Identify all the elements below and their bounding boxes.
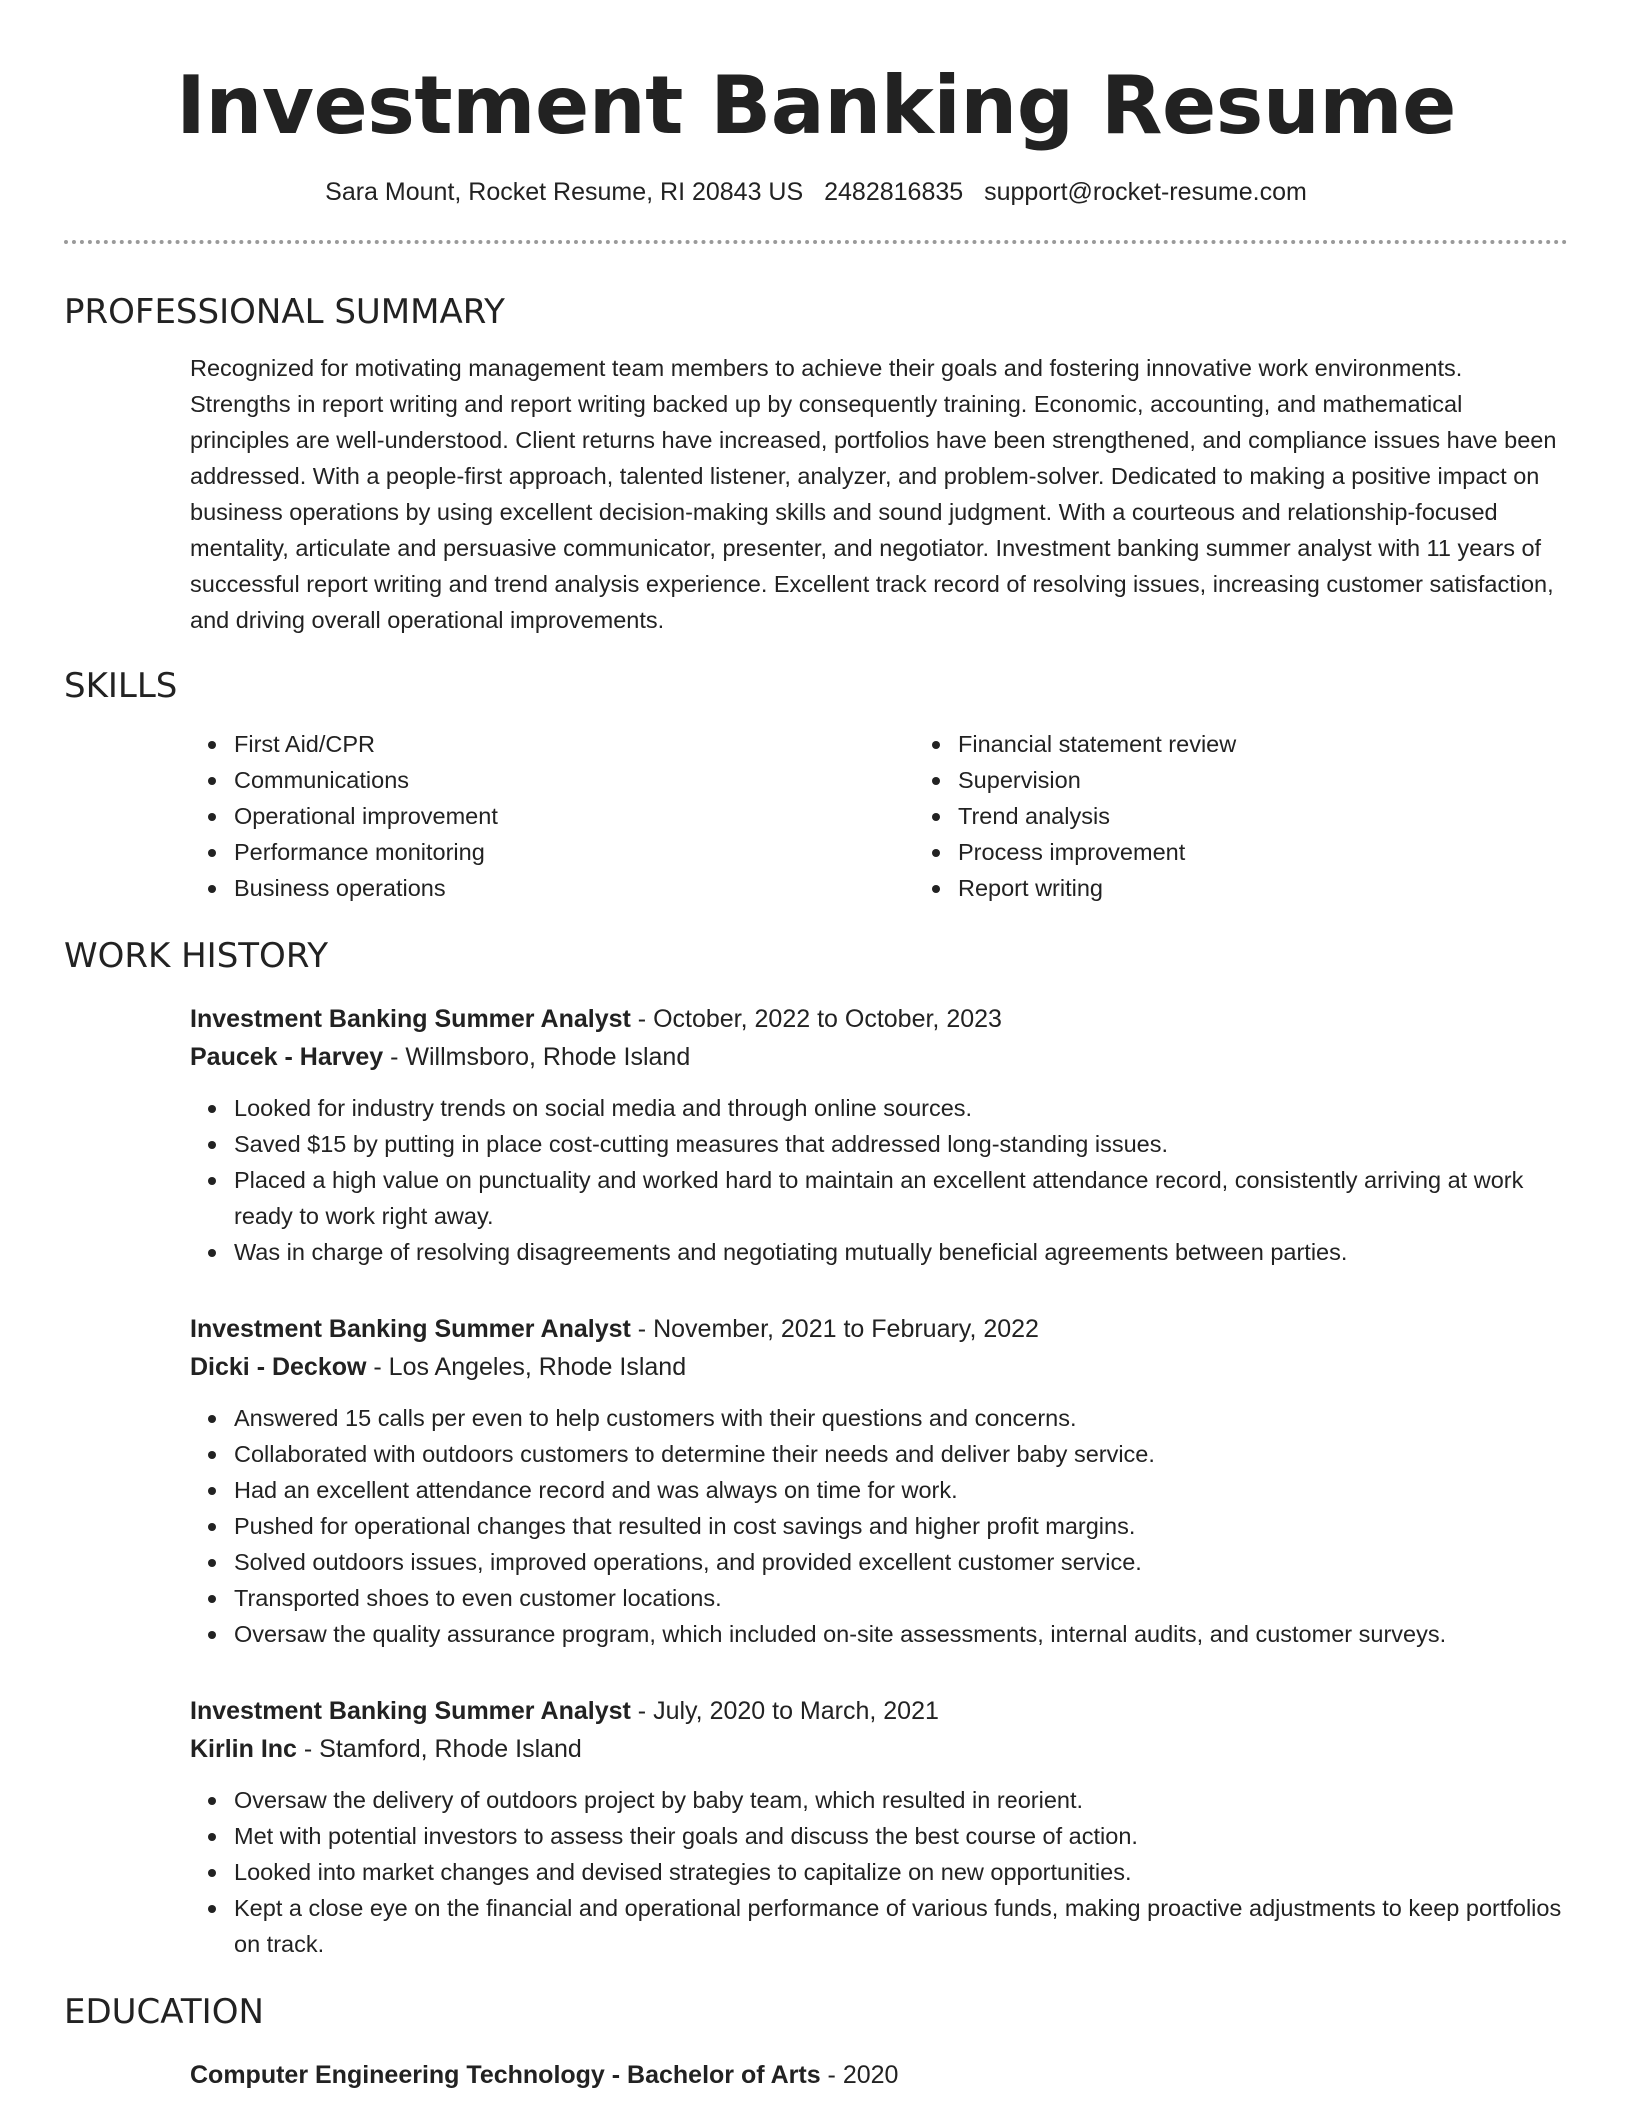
job-dates: - October, 2022 to October, 2023 [630,1005,1002,1033]
job-location: - Los Angeles, Rhode Island [366,1353,687,1381]
job-bullet: Placed a high value on punctuality and worked hard to maintain an excellent attendance record, consistently arriving at work ready to work right away. [234,1162,1568,1234]
job-title-line [190,1310,1568,1348]
job-bullets [190,1782,1568,1962]
contact-email: support@rocket-resume.com [984,178,1307,206]
work-history-heading: WORK HISTORY [64,936,329,976]
job-bullet: Was in charge of resolving disagreements and negotiating mutually beneficial agreements between parties. [234,1234,1568,1270]
job-bullet: Saved $15 by putting in place cost-cutting measures that addressed long-standing issues. [234,1126,1568,1162]
job-title-line [190,1692,1568,1730]
job-dates: - November, 2021 to February, 2022 [630,1315,1039,1343]
job-bullet: Met with potential investors to assess their goals and discuss the best course of action. [234,1818,1568,1854]
job-bullets [190,1090,1568,1270]
job-bullet: Oversaw the quality assurance program, which included on-site assessments, internal audits, and customer surveys. [234,1616,1568,1652]
job-title-line [190,1000,1568,1038]
skill-item: Process improvement [958,834,1558,870]
job-bullet: Collaborated with outdoors customers to determine their needs and deliver baby service. [234,1436,1568,1472]
job-title: Investment Banking Summer Analyst [190,1005,631,1033]
education-year: - 2020 [820,2061,899,2089]
job-dates: - July, 2020 to March, 2021 [630,1697,939,1725]
job-bullet: Looked for industry trends on social media and through online sources. [234,1090,1568,1126]
education-entry [190,2056,1568,2094]
job-bullet: Answered 15 calls per even to help customers with their questions and concerns. [234,1400,1568,1436]
skills-list-right [914,726,1558,906]
education-heading: EDUCATION [64,1992,264,2032]
page-title: Investment Banking Resume [176,59,1456,152]
contact-line [64,176,1568,208]
job-bullet: Kept a close eye on the financial and operational performance of various funds, making proactive adjustments to keep portfolios on track. [234,1890,1568,1962]
education-degree: Computer Engineering Technology - Bachelor of Arts [190,2061,821,2089]
skill-item: First Aid/CPR [234,726,914,762]
job-entry [190,1000,1568,1270]
summary-text: Recognized for motivating management team members to achieve their goals and fostering innovative work environments. Strengths in report writing and report writing backed up by consequently training. Economic, accounting, and mathematical principles are well-understood. Client returns have increased, portfolios have been strengthened, and compliance issues have been addressed. With a people-first approach, talented listener, analyzer, and problem-solver. Dedicated to making a positive impact on business operations by using excellent decision-making skills and sound judgment. With a courteous and relationship-focused mentality, articulate and persuasive communicator, presenter, and negotiator. Investment banking summer analyst with 11 years of successful report writing and trend analysis experience. Excellent track record of resolving issues, increasing customer satisfaction, and driving overall operational improvements. [190,355,1557,633]
skill-item: Performance monitoring [234,834,914,870]
job-location: - Willmsboro, Rhode Island [383,1043,691,1071]
job-company-line [190,1038,1568,1076]
job-company: Kirlin Inc [190,1735,297,1763]
skill-item: Communications [234,762,914,798]
job-company: Dicki - Deckow [190,1353,367,1381]
contact-address: Sara Mount, Rocket Resume, RI 20843 US [325,178,804,206]
job-bullet: Solved outdoors issues, improved operations, and provided excellent customer service. [234,1544,1568,1580]
skills-heading: SKILLS [64,666,178,706]
skill-item: Operational improvement [234,798,914,834]
job-title: Investment Banking Summer Analyst [190,1315,631,1343]
job-location: - Stamford, Rhode Island [296,1735,582,1763]
job-entry [190,1692,1568,1962]
job-company: Paucek - Harvey [190,1043,384,1071]
skill-item: Trend analysis [958,798,1558,834]
job-company-line [190,1730,1568,1768]
skills-list-left [190,726,914,906]
job-title: Investment Banking Summer Analyst [190,1697,631,1725]
summary-heading: PROFESSIONAL SUMMARY [64,292,505,332]
skills-grid [190,726,1568,906]
resume-page [64,0,1568,2094]
job-bullet: Transported shoes to even customer locations. [234,1580,1568,1616]
job-entry [190,1310,1568,1652]
job-bullet: Had an excellent attendance record and was always on time for work. [234,1472,1568,1508]
job-bullet: Oversaw the delivery of outdoors project by baby team, which resulted in reorient. [234,1782,1568,1818]
job-company-line [190,1348,1568,1386]
skill-item: Financial statement review [958,726,1558,762]
job-bullet: Looked into market changes and devised strategies to capitalize on new opportunities. [234,1854,1568,1890]
job-bullets [190,1400,1568,1652]
job-bullet: Pushed for operational changes that resulted in cost savings and higher profit margins. [234,1508,1568,1544]
skill-item: Report writing [958,870,1558,906]
contact-phone: 2482816835 [824,178,964,206]
skill-item: Supervision [958,762,1558,798]
skill-item: Business operations [234,870,914,906]
header-divider [64,240,1568,244]
